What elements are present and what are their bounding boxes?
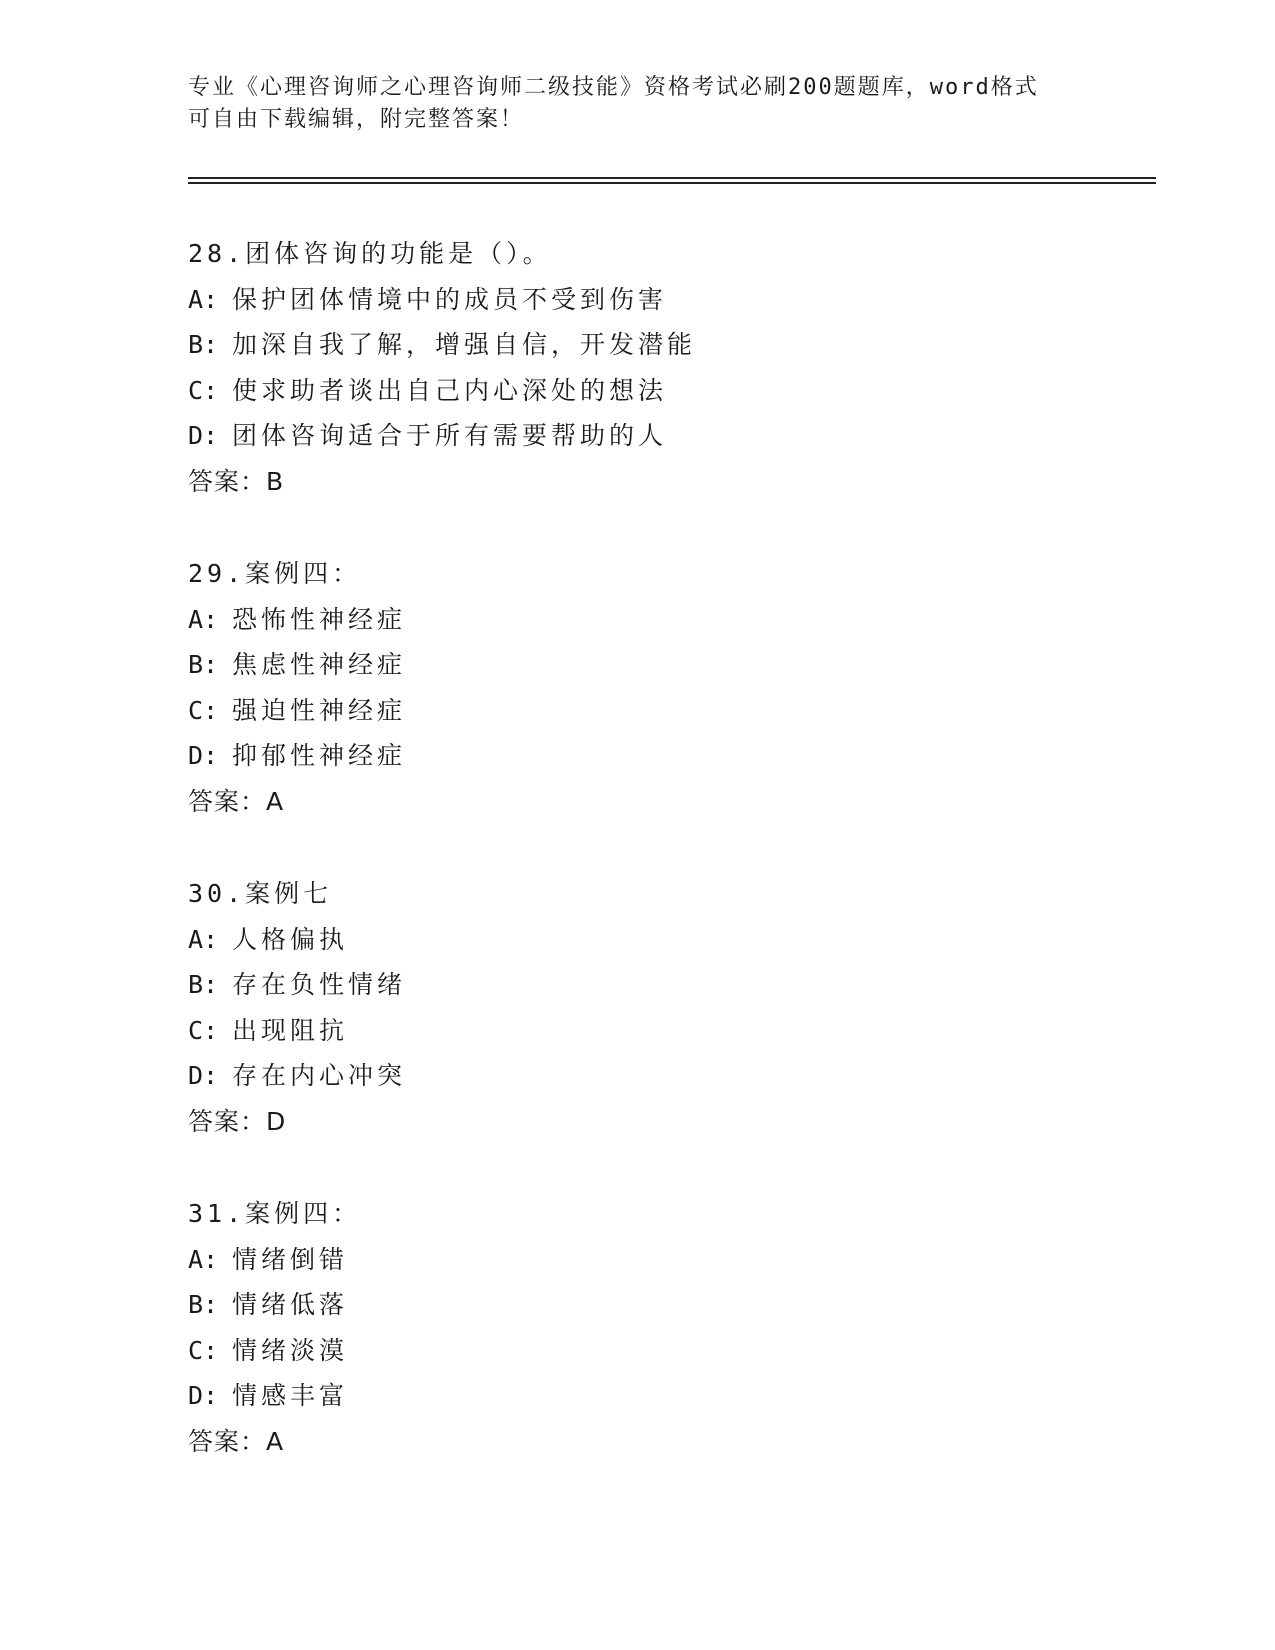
option-a	[188, 603, 1168, 649]
option-text: 情感丰富	[232, 1381, 349, 1410]
header-title-line-1: 专业《心理咨询师之心理咨询师二级技能》资格考试必刷200题题库，word格式	[188, 75, 1039, 100]
option-letter: C:	[188, 375, 219, 405]
option-letter: D:	[188, 421, 219, 450]
option-letter: A:	[188, 924, 219, 954]
question-list	[188, 237, 1168, 1517]
option-letter: D:	[188, 741, 219, 770]
question-stem: 31.案例四：	[188, 1199, 362, 1228]
option-c	[188, 374, 1168, 420]
option-d	[188, 419, 1168, 465]
option-letter: C:	[188, 695, 219, 725]
option-letter: B:	[188, 330, 219, 359]
option-letter: B:	[188, 650, 219, 679]
option-c	[188, 1014, 1168, 1060]
question-stem: 29.案例四：	[188, 559, 362, 588]
header-divider-top	[188, 177, 1156, 179]
option-text: 情绪低落	[232, 1290, 349, 1319]
option-d	[188, 739, 1168, 785]
option-text: 加深自我了解，增强自信，开发潜能	[232, 330, 697, 359]
option-text: 情绪倒错	[232, 1244, 349, 1274]
option-letter: C:	[188, 1335, 219, 1365]
option-letter: D:	[188, 1381, 219, 1410]
option-b	[188, 648, 1168, 694]
option-text: 出现阻抗	[232, 1015, 349, 1045]
option-text: 存在负性情绪	[232, 970, 407, 999]
option-text: 使求助者谈出自己内心深处的想法	[232, 375, 668, 405]
question-30	[188, 877, 1168, 1197]
option-text: 团体咨询适合于所有需要帮助的人	[232, 421, 668, 450]
option-letter: A:	[188, 1244, 219, 1274]
header-divider-bottom	[188, 182, 1156, 184]
question-stem: 30.案例七	[188, 879, 333, 908]
option-text: 保护团体情境中的成员不受到伤害	[232, 284, 668, 314]
option-text: 存在内心冲突	[232, 1061, 407, 1090]
option-a	[188, 923, 1168, 969]
question-28	[188, 237, 1168, 557]
header-title-line-2: 可自由下载编辑，附完整答案！	[188, 107, 525, 132]
option-b	[188, 328, 1168, 374]
option-text: 强迫性神经症	[232, 695, 407, 725]
option-c	[188, 1334, 1168, 1380]
option-d	[188, 1059, 1168, 1105]
answer-line: 答案：B	[188, 466, 285, 496]
answer-line: 答案：D	[188, 1106, 287, 1136]
option-letter: D:	[188, 1061, 219, 1090]
option-a	[188, 283, 1168, 329]
option-text: 情绪淡漠	[232, 1335, 349, 1365]
option-c	[188, 694, 1168, 740]
option-text: 恐怖性神经症	[232, 604, 407, 634]
option-a	[188, 1243, 1168, 1289]
option-letter: A:	[188, 604, 219, 634]
question-stem: 28.团体咨询的功能是（）。	[188, 239, 552, 268]
option-letter: B:	[188, 970, 219, 999]
answer-line: 答案：A	[188, 786, 285, 816]
option-b	[188, 1288, 1168, 1334]
option-d	[188, 1379, 1168, 1425]
option-b	[188, 968, 1168, 1014]
question-29	[188, 557, 1168, 877]
option-letter: B:	[188, 1290, 219, 1319]
question-31	[188, 1197, 1168, 1517]
answer-line: 答案：A	[188, 1426, 285, 1456]
document-header	[188, 72, 1088, 136]
option-text: 焦虑性神经症	[232, 650, 407, 679]
option-text: 抑郁性神经症	[232, 741, 407, 770]
option-letter: A:	[188, 284, 219, 314]
option-letter: C:	[188, 1015, 219, 1045]
option-text: 人格偏执	[232, 924, 349, 954]
